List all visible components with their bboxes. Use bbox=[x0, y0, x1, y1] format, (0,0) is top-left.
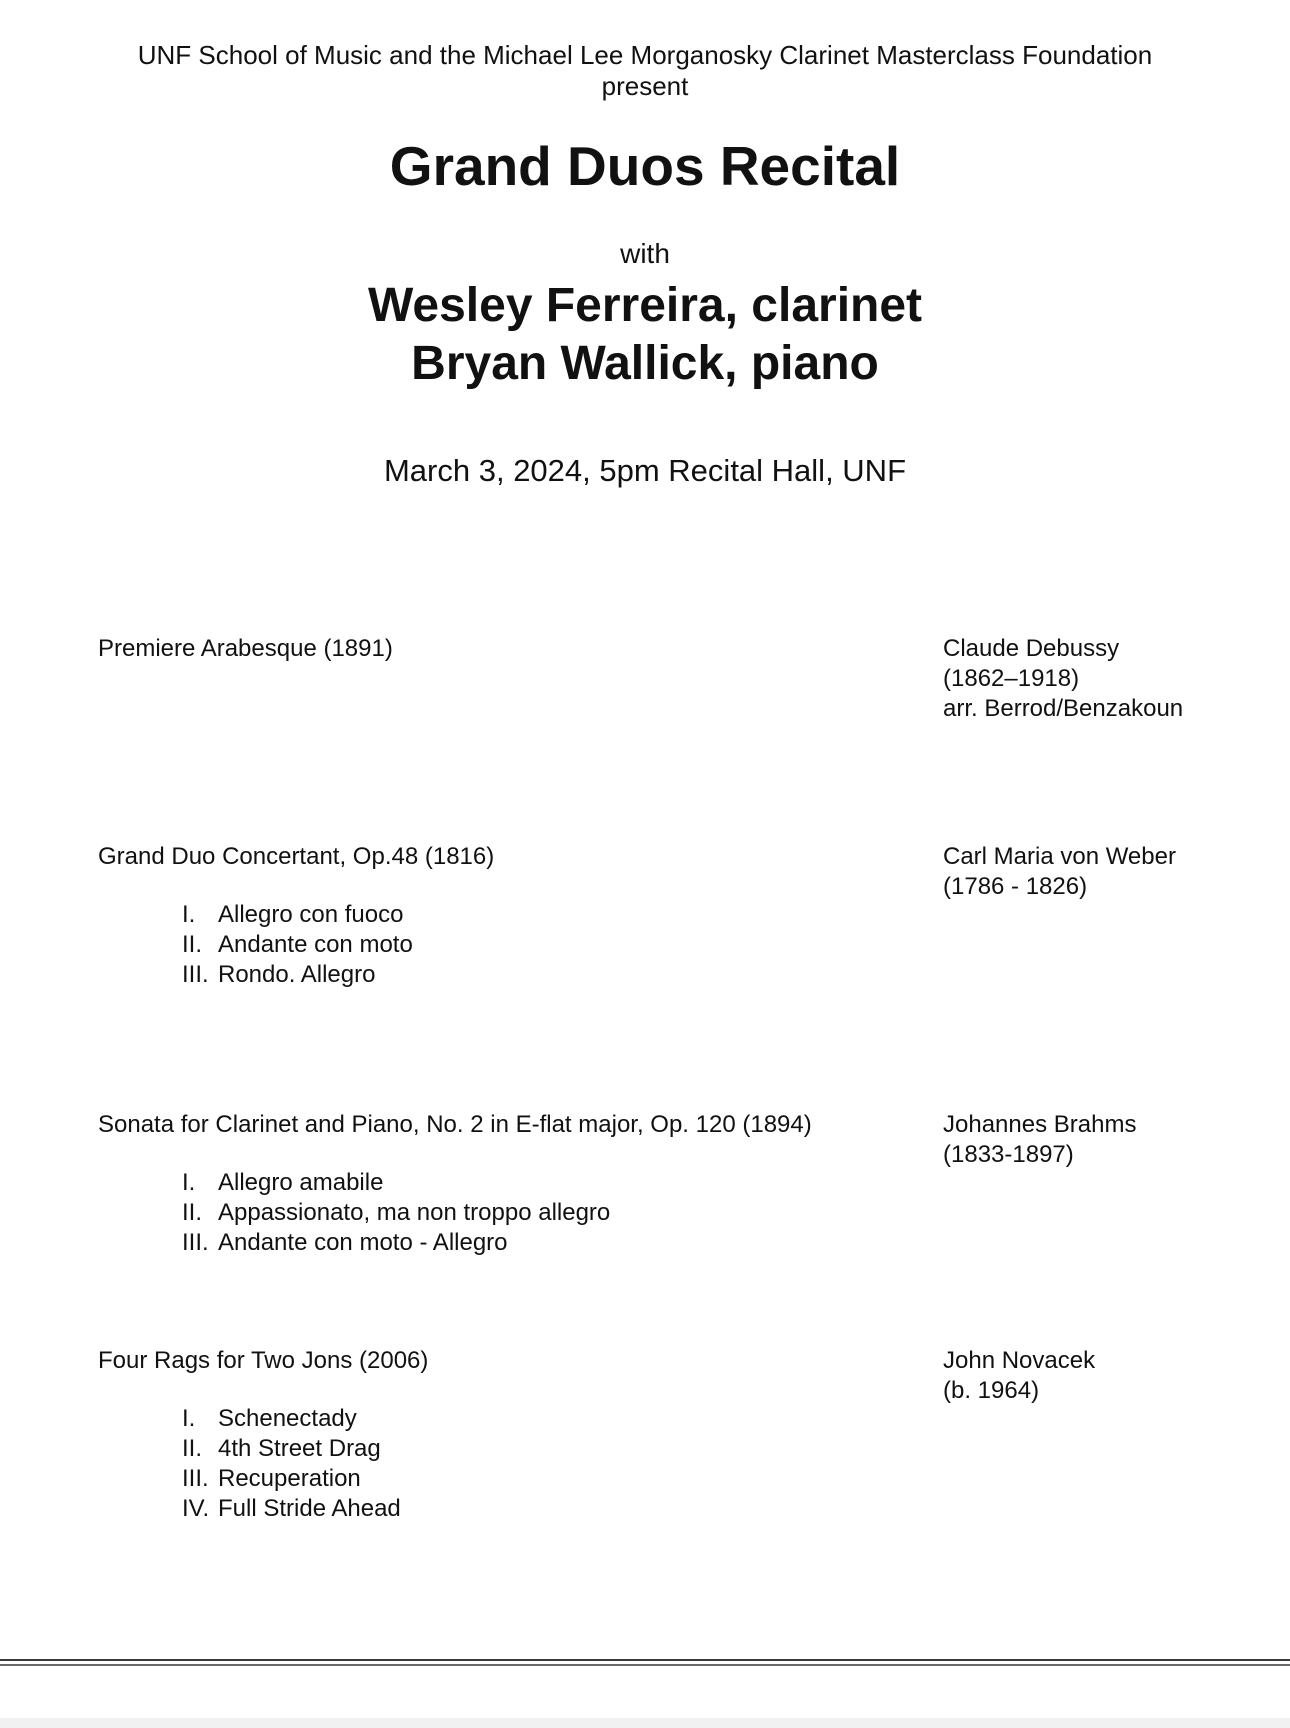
date-venue: March 3, 2024, 5pm Recital Hall, UNF bbox=[383, 453, 907, 488]
composer-info bbox=[943, 634, 1183, 724]
movement-number: III. bbox=[182, 961, 209, 988]
presenters-present: present bbox=[601, 71, 689, 101]
movement-name: Appassionato, ma non troppo allegro bbox=[218, 1199, 611, 1226]
movement-item bbox=[182, 930, 413, 960]
composer-dates: (b. 1964) bbox=[943, 1377, 1040, 1404]
piece-title: Sonata for Clarinet and Piano, No. 2 in E-flat major, Op. 120 (1894) bbox=[98, 1111, 812, 1138]
composer-info bbox=[943, 1110, 1136, 1170]
movement-name: Full Stride Ahead bbox=[218, 1495, 401, 1522]
performer-piano: Bryan Wallick, piano bbox=[411, 337, 879, 390]
composer-name: Johannes Brahms bbox=[943, 1111, 1137, 1138]
viewer-bottom-strip bbox=[0, 1718, 1290, 1728]
movement-list bbox=[182, 900, 413, 990]
presenters-line: UNF School of Music and the Michael Lee Morganosky Clarinet Masterclass Foundation bbox=[137, 40, 1153, 70]
composer-name: Claude Debussy bbox=[943, 635, 1120, 662]
movement-item bbox=[182, 1494, 401, 1524]
piece-title: Grand Duo Concertant, Op.48 (1816) bbox=[98, 843, 495, 870]
movement-list bbox=[182, 1168, 610, 1258]
movement-number: III. bbox=[182, 1465, 209, 1492]
movement-item bbox=[182, 1228, 610, 1258]
piece-title: Four Rags for Two Jons (2006) bbox=[98, 1347, 429, 1374]
arranger: arr. Berrod/Benzakoun bbox=[943, 695, 1184, 722]
movement-item bbox=[182, 1198, 610, 1228]
movement-name: 4th Street Drag bbox=[218, 1435, 381, 1462]
movement-name: Allegro con fuoco bbox=[218, 901, 404, 928]
movement-name: Andante con moto bbox=[218, 931, 413, 958]
movement-name: Rondo. Allegro bbox=[218, 961, 376, 988]
movement-list bbox=[182, 1404, 401, 1524]
movement-number: I. bbox=[182, 901, 196, 928]
movement-name: Recuperation bbox=[218, 1465, 361, 1492]
movement-number: I. bbox=[182, 1169, 196, 1196]
composer-name: Carl Maria von Weber bbox=[943, 843, 1176, 870]
movement-number: II. bbox=[182, 1435, 203, 1462]
movement-number: II. bbox=[182, 931, 203, 958]
movement-name: Andante con moto - Allegro bbox=[218, 1229, 508, 1256]
composer-name: John Novacek bbox=[943, 1347, 1096, 1374]
movement-name: Allegro amabile bbox=[218, 1169, 384, 1196]
movement-number: III. bbox=[182, 1229, 209, 1256]
movement-number: IV. bbox=[182, 1495, 210, 1522]
movement-number: II. bbox=[182, 1199, 203, 1226]
movement-name: Schenectady bbox=[218, 1405, 357, 1432]
movement-item bbox=[182, 1168, 610, 1198]
movement-item bbox=[182, 1464, 401, 1494]
piece-title: Premiere Arabesque (1891) bbox=[98, 635, 393, 662]
composer-dates: (1862–1918) bbox=[943, 665, 1080, 692]
presenters bbox=[0, 40, 1290, 102]
composer-info bbox=[943, 842, 1176, 902]
composer-dates: (1786 - 1826) bbox=[943, 873, 1088, 900]
movement-item bbox=[182, 960, 413, 990]
movement-item bbox=[182, 900, 413, 930]
performer-clarinet: Wesley Ferreira, clarinet bbox=[367, 279, 923, 332]
movement-item bbox=[182, 1434, 401, 1464]
composer-dates: (1833-1897) bbox=[943, 1141, 1074, 1168]
composer-info bbox=[943, 1346, 1095, 1406]
page-bottom-edge bbox=[0, 1659, 1290, 1661]
recital-title: Grand Duos Recital bbox=[389, 135, 901, 197]
with-label: with bbox=[620, 238, 670, 269]
movement-item bbox=[182, 1404, 401, 1434]
movement-number: I. bbox=[182, 1405, 196, 1432]
